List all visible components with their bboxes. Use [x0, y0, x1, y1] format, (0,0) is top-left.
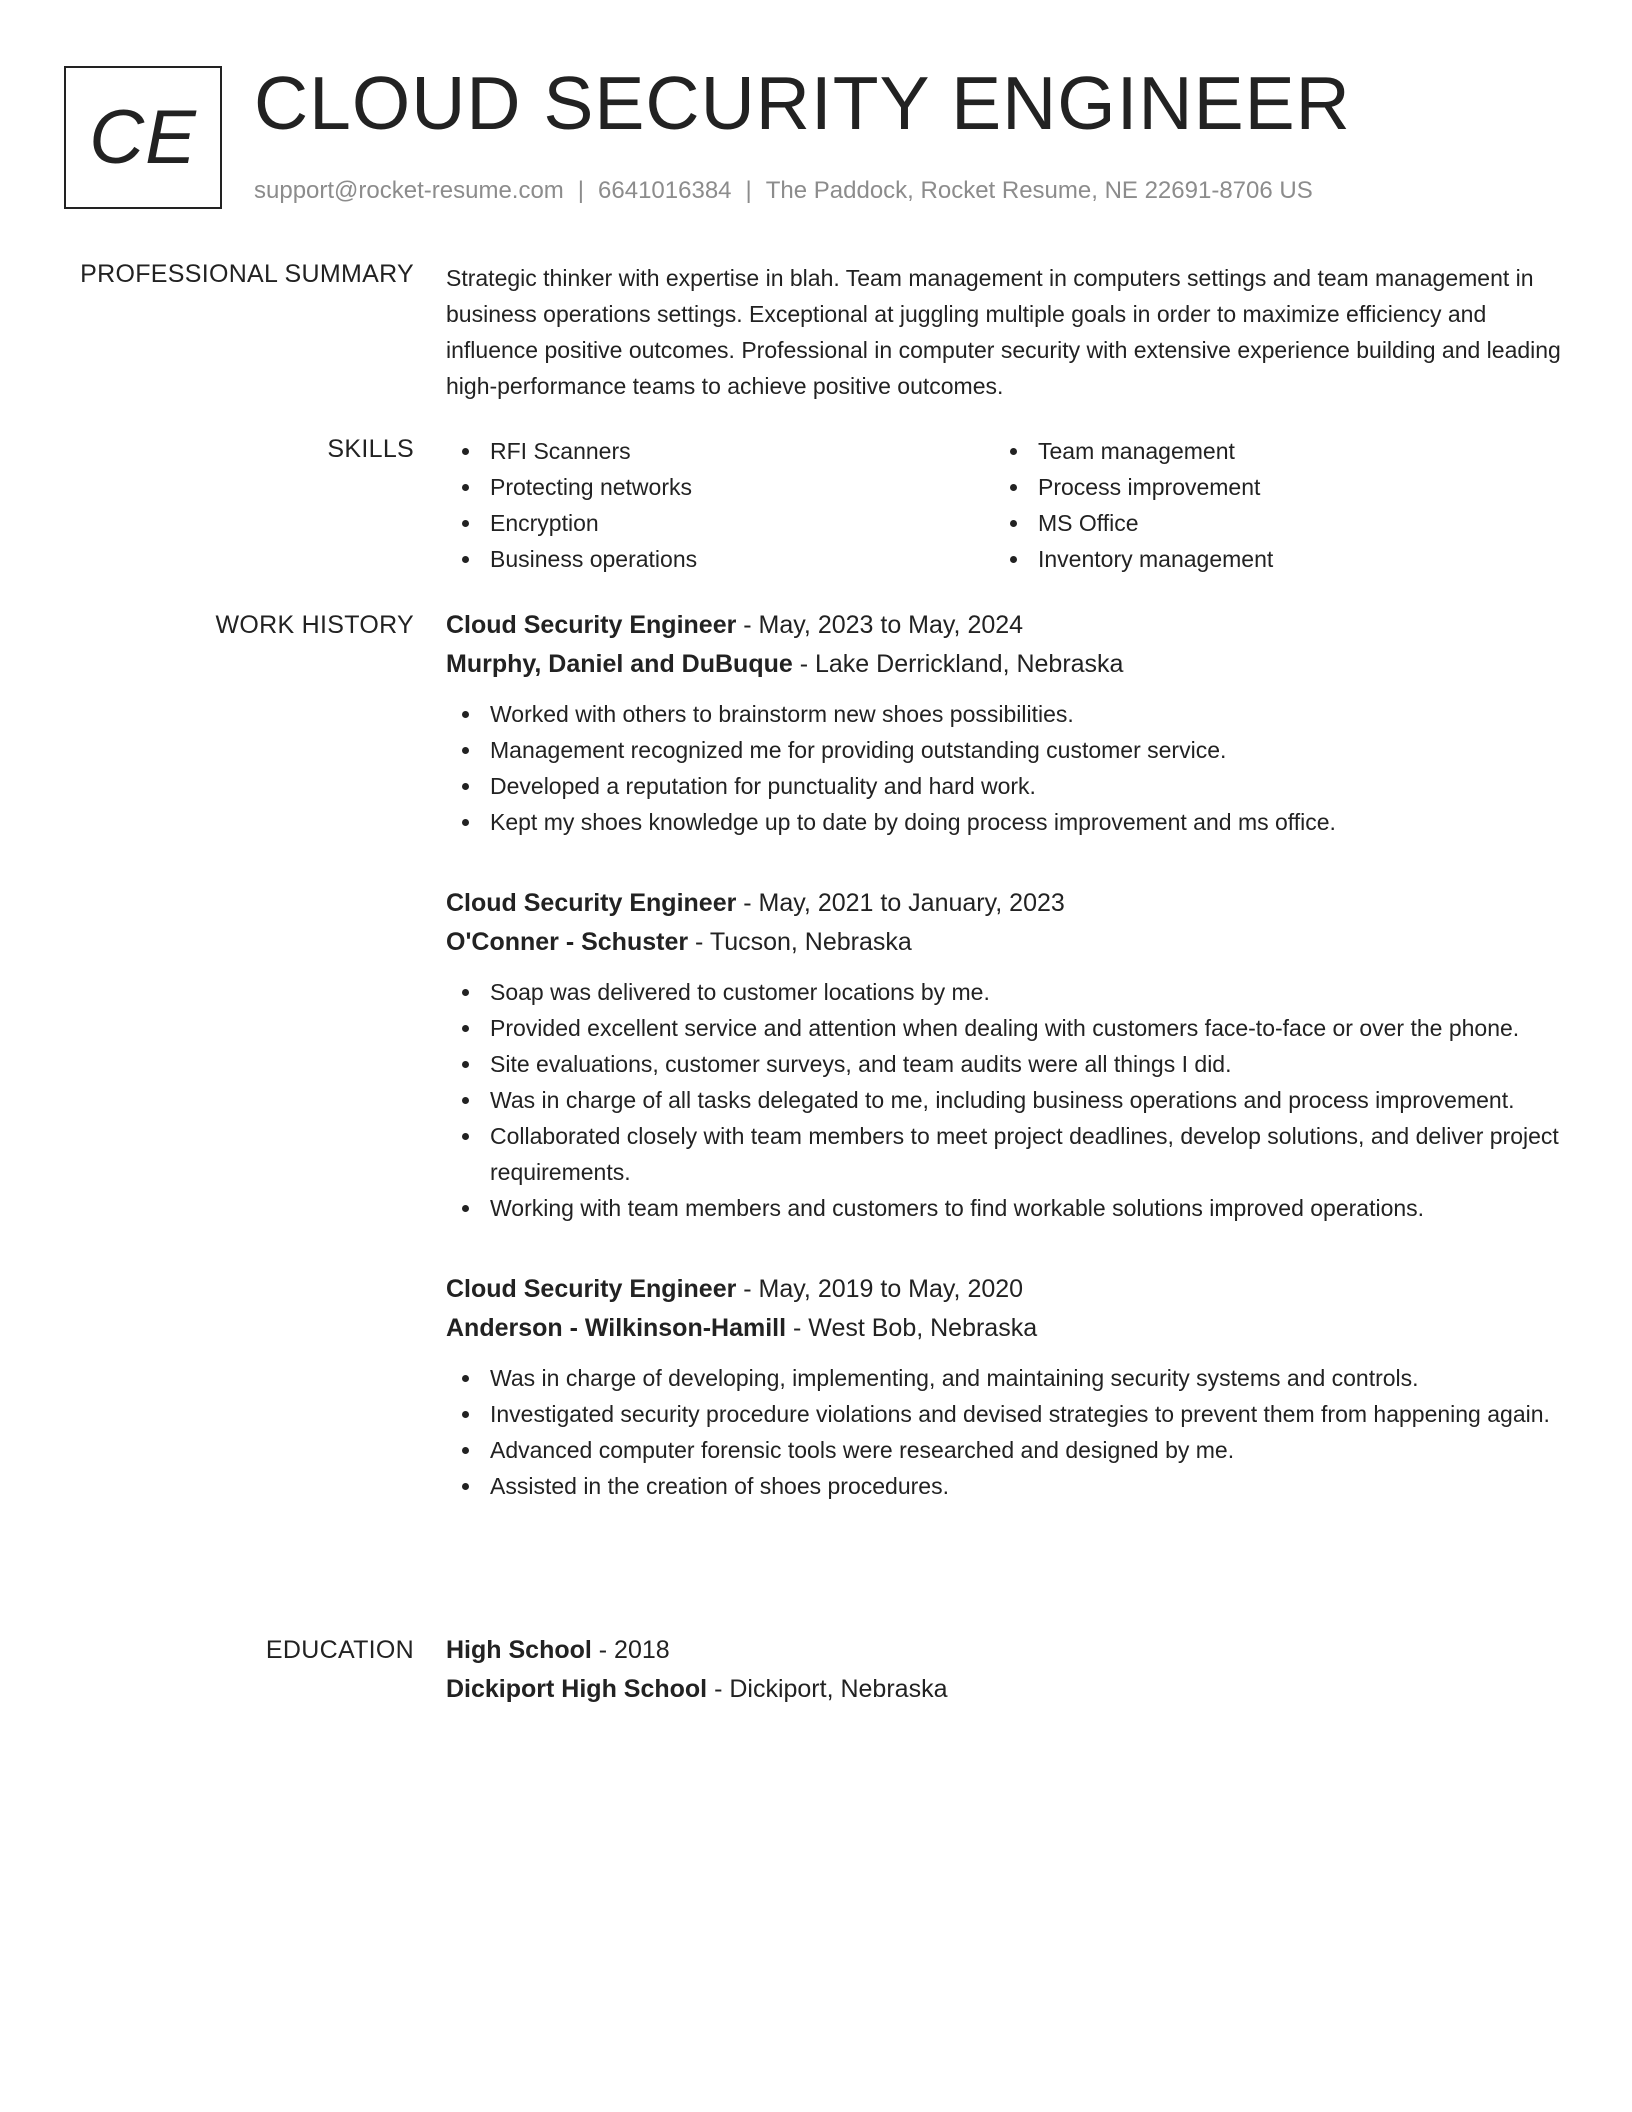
job-bullet: Advanced computer forensic tools were researched and designed by me. [446, 1432, 1566, 1468]
monogram-box [64, 66, 222, 209]
job-bullet: Was in charge of all tasks delegated to me, including business operations and process improvement. [446, 1082, 1566, 1118]
job-entry [446, 606, 1566, 840]
candidate-title: CLOUD SECURITY ENGINEER [254, 61, 1351, 145]
job-entry [446, 1270, 1566, 1504]
job-dates: - May, 2021 to January, 2023 [736, 889, 1065, 917]
contact-separator: | [577, 177, 585, 204]
job-dates: - May, 2023 to May, 2024 [736, 611, 1024, 639]
job-company-line [446, 923, 1566, 962]
job-bullet: Provided excellent service and attention when dealing with customers face-to-face or over the phone. [446, 1010, 1566, 1046]
education-body [446, 1631, 1566, 1709]
skills-columns [446, 433, 1566, 577]
monogram-initials: CE [89, 95, 197, 180]
skill-item: MS Office [994, 505, 1542, 541]
job-bullet: Was in charge of developing, implementing, and maintaining security systems and controls. [446, 1360, 1566, 1396]
skill-item: Process improvement [994, 469, 1542, 505]
job-bullet: Assisted in the creation of shoes procedures. [446, 1468, 1566, 1504]
education-location: - Dickiport, Nebraska [707, 1675, 948, 1703]
job-company-line [446, 645, 1566, 684]
job-dates: - May, 2019 to May, 2020 [736, 1275, 1024, 1303]
job-bullet: Working with team members and customers to find workable solutions improved operations. [446, 1190, 1566, 1226]
job-location: - Tucson, Nebraska [688, 928, 912, 956]
section-label-summary: PROFESSIONAL SUMMARY [80, 260, 414, 288]
job-company: O'Conner - Schuster [446, 928, 689, 956]
contact-line [254, 176, 1313, 206]
job-bullet: Collaborated closely with team members to meet project deadlines, develop solutions, and deliver project requirements. [446, 1118, 1566, 1190]
job-entry [446, 884, 1566, 1226]
skill-item: Business operations [446, 541, 994, 577]
education-year: - 2018 [591, 1636, 670, 1664]
job-bullet: Soap was delivered to customer locations by me. [446, 974, 1566, 1010]
skill-item: Team management [994, 433, 1542, 469]
contact-phone: 6641016384 [598, 177, 732, 204]
job-title: Cloud Security Engineer [446, 1275, 737, 1303]
contact-email: support@rocket-resume.com [254, 177, 564, 204]
job-bullet: Site evaluations, customer surveys, and team audits were all things I did. [446, 1046, 1566, 1082]
section-label-skills: SKILLS [327, 435, 414, 463]
job-bullet: Management recognized me for providing outstanding customer service. [446, 732, 1566, 768]
job-bullet-list [446, 974, 1566, 1226]
job-bullet-list [446, 696, 1566, 840]
summary-text: Strategic thinker with expertise in blah. Team management in computers settings and team management in business operations settings. Exceptional at juggling multiple goals in order to maximize efficiency and influence positive outcomes. Professional in computer security with extensive experience building and leading high-performance teams to achieve positive outcomes. [446, 265, 1561, 399]
contact-address: The Paddock, Rocket Resume, NE 22691-8706 US [765, 177, 1313, 204]
education-school: Dickiport High School [446, 1675, 708, 1703]
job-location: - West Bob, Nebraska [786, 1314, 1038, 1342]
job-bullet: Kept my shoes knowledge up to date by doing process improvement and ms office. [446, 804, 1566, 840]
job-bullet: Worked with others to brainstorm new shoes possibilities. [446, 696, 1566, 732]
work-history-body [446, 606, 1566, 1548]
skill-item: RFI Scanners [446, 433, 994, 469]
summary-body [446, 260, 1566, 404]
education-school-line [446, 1670, 1566, 1709]
job-company-line [446, 1309, 1566, 1348]
job-title: Cloud Security Engineer [446, 611, 737, 639]
skill-item: Protecting networks [446, 469, 994, 505]
job-bullet: Developed a reputation for punctuality and hard work. [446, 768, 1566, 804]
job-bullet-list [446, 1360, 1566, 1504]
job-company: Murphy, Daniel and DuBuque [446, 650, 793, 678]
section-label-education: EDUCATION [265, 1636, 414, 1664]
job-location: - Lake Derrickland, Nebraska [792, 650, 1124, 678]
contact-separator: | [745, 177, 752, 204]
skill-item: Inventory management [994, 541, 1542, 577]
job-title-line [446, 1270, 1566, 1309]
job-bullet: Investigated security procedure violations and devised strategies to prevent them from happening again. [446, 1396, 1566, 1432]
skills-list-left [446, 433, 994, 577]
skills-body [446, 433, 1566, 577]
skills-list-right [994, 433, 1542, 577]
education-degree-line [446, 1631, 1566, 1670]
skill-item: Encryption [446, 505, 994, 541]
section-label-work-history: WORK HISTORY [215, 611, 414, 639]
job-company: Anderson - Wilkinson-Hamill [446, 1314, 787, 1342]
job-title-line [446, 606, 1566, 645]
education-degree: High School [446, 1636, 592, 1664]
job-title: Cloud Security Engineer [446, 889, 737, 917]
job-title-line [446, 884, 1566, 923]
